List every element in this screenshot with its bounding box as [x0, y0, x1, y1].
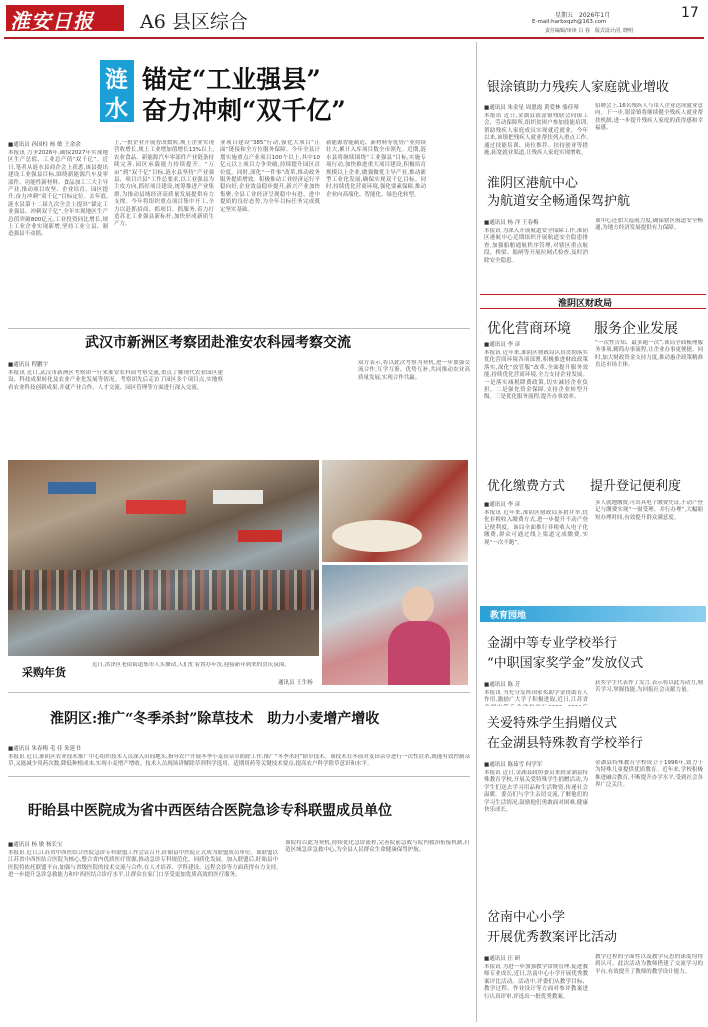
wuhan-top-rule [8, 328, 470, 329]
wuhan-body-col2: 双方表示,将以此次考察为契机,进一步加强交流合作,互学互鉴、优势互补,共同推动农业高质量发展,实现合作共赢。 [358, 360, 470, 381]
lead-body-col1: 本报讯 力争2026年,确保2027年实现地区生产总值、工业总产值“双千亿”。近日,笔者从涟水县商企会上获悉,该县提出建设工业强县目标,围绕新能源汽车及零部件、功能性新材料、食品加工三大主导产业,推动项目攻坚、企业培育、园区提升,奋力冲刺“双千亿”目标定位。去年底,涟水县第十二届九次全会上提出“锚定工业强县、冲刺双千亿”,全年实现地区生产总值突破800亿元,工业投资同比增长,规上工业企业实现新增,坚持工业立县、制造强县不动摇。 [8, 150, 108, 238]
jinhu-body-col1: 本报讯 为充分发挥国家奖助学金资助育人作用,激励广大学子积极进取,近日,江苏省 [484, 690, 588, 704]
pinna-body-col1: 本报讯 为进一步加强教学常规管理,促进教师专业成长,近日,岔南中心小学开展优秀教案评比活动。活动中,评委们从教学目标、教学过程、作业设计等方面对参评教案进行认真评审,评选出一批优秀教案。 [484, 964, 588, 1000]
masthead-rule [4, 37, 704, 39]
payment-body-col1: 本报讯 近年来,淮阴区财政局多措并举,优化非税收入缴费方式,进一步提升不动产登记便利度。该局全面推行非税收入电子化缴费,群众可通过线上渠道完成缴费,实现“一次不跑”。 [484, 510, 588, 546]
page-number: 17 [681, 5, 699, 21]
issue-date: 星期五 2026年1月 [555, 12, 611, 19]
pinna-byline: ■通讯员 汪 研 [484, 956, 521, 962]
masthead [0, 0, 708, 38]
education-section-label: 教育园地 [490, 611, 527, 621]
lead-headline-2: 奋力冲刺“双千亿” [142, 96, 346, 125]
lead-headline-1: 锚定“工业强县” [142, 65, 321, 94]
special-headline-2: 在金湖县特殊教育学校举行 [487, 736, 644, 751]
food-pile [332, 520, 422, 552]
pinna-headline-1: 岔南中心小学 [487, 910, 566, 925]
special-headline-1: 关爱特殊学生捐赠仪式 [487, 716, 618, 731]
lead-tag [100, 60, 134, 122]
winter-top-rule [8, 692, 470, 693]
xuyi-body-col1: 本报讯 近日,江苏省中西医结合医院急诊专科联盟工作会议召开,盱眙县中医院正式成为联盟成员单位。该联盟以江苏省中西医结合医院为核心,整合省内优质医疗资源,推动急诊专科规范化、同质化发展。加入联盟后,盱眙县中医院将依托联盟平台,加强与省级医院的技术交流与合作,在人才培养、学科建设、远程会诊等方面获得有力支持,进一步提升急诊急救能力和中西医结合诊疗水平,让群众在家门口享受更加优质高效的医疗服务。 [8, 850, 278, 879]
silver-headline: 银涂镇助力残疾人家庭就业增收 [487, 80, 670, 95]
special-byline: ■通讯员 陈茹雪 何学军 [484, 762, 543, 768]
optimize-headline-a: 优化营商环境 [487, 321, 571, 337]
xuyi-byline: ■通讯员 杨 敏 杨长宝 [8, 842, 63, 848]
crowd-band [8, 570, 319, 610]
optimize-body-col2: “一次性告知、最多跑一次”,该局全面梳理服务事项,精简办事流程,让企业办事更便捷。同时,加大财政资金支持力度,推动惠企政策精准直达市场主体。 [595, 340, 703, 369]
harbor-headline-2: 为航道安全畅通保驾护航 [487, 194, 631, 209]
harbor-byline: ■通讯员 杨 洋 王春梅 [484, 220, 539, 226]
winter-body: 本报讯 近日,淮阴区农业技术推广中心组织技术人员深入田间地头,指导农户开展冬季小麦田杂草防除工作,推广“冬季杀封”除草技术。该技术在冬前对麦田杂草进行一次性封杀,既能有效控制杂草,又能减少用药次数,降低种植成本,实现小麦增产增收。技术人员现场讲解除草剂科学选用、适期用药等关键技术要点,提高农户科学除草意识和水平。 [8, 754, 470, 768]
lead-body-col4: 新能源智能制造、新材料等优势产业持续壮大,累计入库项目数全市领先。近期,涟水县将继续围绕“工业强县”目标,实施专项行动,加快推进重大项目建设,积极培育规模以上企业,做强做优主导产业,推动新型工业化发展,确保实现双千亿目标。同时,持续优化营商环境,强化要素保障,推动企业向高端化、智能化、绿色化转型。 [326, 140, 426, 198]
wuhan-headline: 武汉市新洲区考察团赴淮安农科园考察交流 [85, 335, 351, 351]
wuhan-body-col1: 本报讯 近日,武汉市新洲区考察团一行来淮安农科园考察交流,重点了解现代农业园区建设、科技成果转化及农业产业化发展等情况。考察团先后走访了园区多个项目点,实地察看农业科技创新成果,并就产业合作、人才交流、园区管理等方面进行深入交流。 [8, 370, 223, 391]
seller-figure [402, 587, 434, 623]
finance-section-label: 淮阴区财政局 [558, 299, 613, 309]
stall-canopy-red-2 [238, 530, 282, 542]
lead-body-col2: 上,一批企业开展智改数转,规上企业实现营收增长,规上工业增加值增长13%以上,农业食品、新能源汽车零部件产业链条持续完善,园区承载能力持续提升。“万亩”到“双千亿”目标,涟水县坚持“产业强县、项目兴县”工作总要求,以工业强县为主攻方向,抓好项目建设,统筹推进产业集群,为推动县域经济高质量发展提供有力支撑。今年将组织重点项目集中开工,全力以赴抓招商、抓项目、抓服务,着力打造苏北工业强县新标杆,加快形成新质生产力。 [114, 140, 214, 228]
special-body-col2: 金湖县特殊教育学校成立于1996年,致力于为特殊儿童提供优质教育。近年来,学校积极推进融合教育,不断提升办学水平,受到社会各界广泛关注。 [595, 760, 703, 789]
optimize-byline: ■通讯员 李 彦 [484, 342, 521, 348]
lead-tag-char-1: 涟 [105, 66, 128, 93]
harbor-body-col1: 本报讯 为深入开展航道安全保障工作,淮阴区港航中心近期组织开展航道安全隐患排查,加强船舶通航秩序管理,对辖区重点航段、桥梁、船闸等开展拉网式检查,及时消除安全隐患。 [484, 228, 588, 264]
optimize-headline-b: 服务企业发展 [594, 321, 678, 337]
payment-byline: ■通讯员 李 彦 [484, 502, 521, 508]
jinhu-byline: ■通讯员 陈 芳 [484, 682, 521, 688]
stall-canopy-white [213, 490, 263, 504]
education-section-bar [480, 606, 706, 622]
jinhu-body-col2: 获奖学生代表作了发言,表示将以此为动力,刻苦学习,掌握技能,为回报社会贡献力量。 [595, 680, 703, 694]
xuyi-body-col2: 该院将以此为契机,持续优化急诊流程,完善院前急救与院内救治衔接机制,打造区域急诊急救中心,为全县人民群众生命健康保驾护航。 [285, 840, 470, 854]
payment-headline-b: 提升登记便利度 [590, 479, 682, 494]
editor-line: 责任编辑/审读 白 春 版式设计/孔 晓明 [545, 28, 634, 34]
newspaper-name: 淮安日报 [10, 9, 94, 33]
seller-coat [388, 621, 450, 685]
winter-headline: 淮阴区:推广“冬季杀封”除草技术 助力小麦增产增收 [50, 711, 380, 727]
photo-caption-tag: 采购年货 [22, 666, 66, 679]
winter-byline: ■通讯员 朱春梅 毛 佳 朱延书 [8, 746, 81, 752]
silver-body-col2: 招聘会上,16名残疾人与用人企业达成就业意向。下一步,银涂镇将继续健全残疾人就业帮扶机制,进一步提升残疾人家庭的获得感和幸福感。 [595, 103, 703, 132]
optimize-body-col1: 本报讯 近年来,淮阴区财政局认真贯彻落实优化营商环境各项部署,积极推进财政政策落实,深化“放管服”改革,全面提升服务效能,持续优化营商环境,全力支持企业发展。一是落实减税降费政策,切实减轻企业负担。二是强化资金保障,支持企业转型升级。三是优化服务流程,提升办事效率。 [484, 350, 588, 401]
stall-canopy-red [126, 500, 186, 514]
silver-body-col1: 本报讯 近日,金湖县银涂镇残联会同镇工会、劳动保障所,组织贫困户参加技能培训,帮助残疾人家庭成员实现就近就业。今年以来,该镇把残疾人就业帮扶列入重点工作,通过技能培训、岗位推荐、扶持创业等措施,拓宽就业渠道,让残疾人家庭实现增收。 [484, 113, 588, 157]
photo-caption-box [8, 658, 319, 686]
xuyi-headline: 盱眙县中医院成为省中西医结合医院急诊专科联盟成员单位 [28, 803, 392, 819]
photo-credit: 通讯员 王生杨 [278, 680, 313, 686]
contact-email: E-mail:harbxqzh@163.com [532, 19, 607, 25]
harbor-headline-1: 淮阴区港航中心 [487, 176, 579, 191]
xuyi-top-rule [8, 776, 470, 777]
section-title: A6 县区综合 [140, 11, 248, 33]
market-photo-seller [322, 565, 468, 685]
payment-headline-a: 优化缴费方式 [487, 479, 566, 494]
wuhan-byline: ■通讯员 程鹏宇 [8, 362, 48, 368]
column-divider [476, 42, 477, 1022]
lead-tag-char-2: 水 [105, 95, 128, 122]
jinhu-headline-1: 金湖中等专业学校举行 [487, 636, 618, 651]
photo-caption-text: 近日,洪泽区老街街道集市人头攒动,人们忙着置办年货,迎接新年到来的喜庆氛围。 [92, 662, 290, 668]
special-body-col1: 本报讯 近日,金湖县政协委员来到金湖县特殊教育学校,开展关爱特殊学生捐赠活动,为学生们送去学习用品和生活物资,传递社会温暖。委员们与学生亲切交流,了解他们的学习生活情况,鼓励他们勇敢面对困难,健康快乐成长。 [484, 770, 588, 814]
finance-section-bar [480, 294, 706, 309]
lead-body-col3: 业项目建设“385”行动,强化大项目“正面”链接和全方位服务保障。今年全县计划实施重点产业项目100个以上,其中10亿元以上项目力争突破,持续提升园区首位度。同时,深化“一件事”改革,推动政务服务提质增效。积极推动工业经济运行平稳向好,企业效益稳步提升,新兴产业加快集聚,全县工业经济呈现稳中有进、进中提质的良好态势,为全年目标任务完成奠定坚实基础。 [220, 140, 320, 213]
jinhu-headline-2: “中职国家奖学金”发放仪式 [487, 656, 644, 671]
market-photo-vendor [322, 460, 468, 562]
pinna-body-col2: 教学过程的全面性以及教学反思的深度均得到认可。此次活动为教师搭建了交流学习的平台,有效提升了教师的教学设计能力。 [595, 954, 703, 975]
lead-byline: ■通讯员 孙国柱 杨 敏 王余余 [8, 142, 81, 148]
silver-byline: ■通讯员 朱金星 周恩霞 黄爱林 骆佳琴 [484, 105, 579, 111]
market-photo-main [8, 460, 319, 656]
stall-canopy-blue [48, 482, 96, 494]
harbor-body-col2: 该中心还加大巡航力度,确保辖区航道安全畅通,为地方经济发展提供有力保障。 [595, 218, 703, 232]
payment-body-col2: 多人就地缴费,可出具电子缴费凭证,不动产登记与缴费实现“一窗受理、并行办理”,大幅缩短办理时间,有效提升群众满意度。 [595, 500, 703, 521]
pinna-headline-2: 开展优秀教案评比活动 [487, 930, 618, 945]
